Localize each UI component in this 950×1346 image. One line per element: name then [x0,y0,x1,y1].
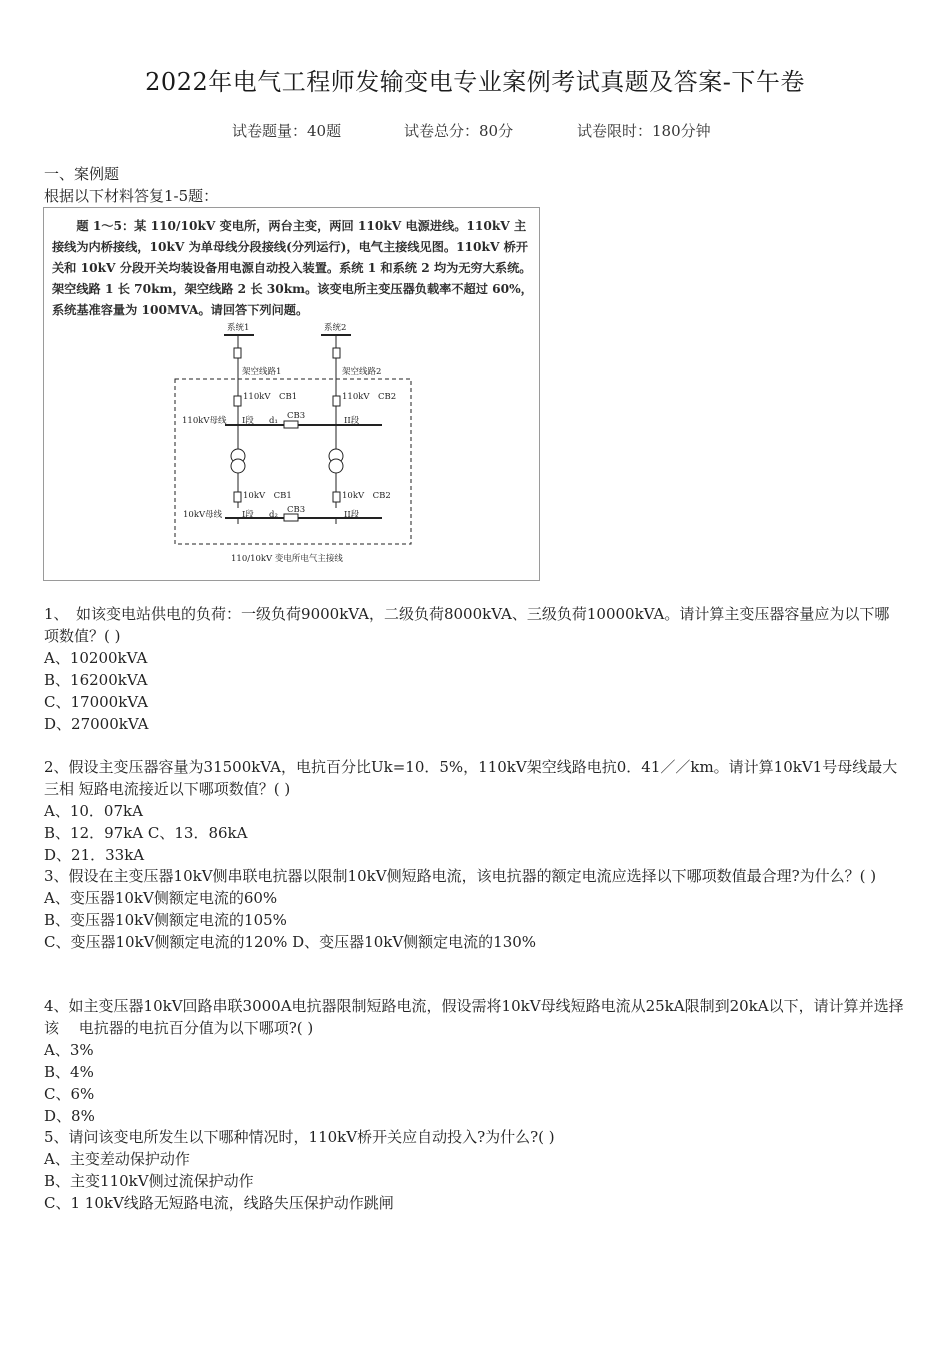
option-c: C、1 10kV线路无短路电流，线路失压保护动作跳闸 [44,1194,394,1212]
breaker-110kv-cb1 [234,396,241,406]
label-10kv-cb3: CB3 [287,505,306,515]
label-line1: 架空线路1 [242,367,282,377]
question-stem: 4、如主变压器10kV回路串联3000A电抗器限制短路电流，假设需将10kV母线短路电流从25kA限制到20kA以下，请计算并选择该 电抗器的电抗百分值为以下哪项?( ) [44,997,904,1037]
label-110kv-section1: I段 [242,416,254,426]
question-1 [44,603,904,735]
material-figure [43,207,540,581]
time-limit: 试卷限时：180分钟 [577,122,711,140]
label-line2: 架空线路2 [342,367,382,377]
question-stem: 2、假设主变压器容量为31500kVA，电抗百分比Uk=10．5%，110kV架空线路电抗0．41／／km。请计算10kV1号母线最大三相 短路电流接近以下哪项数值？( ) [44,758,898,798]
label-110kv-cb2: 110kV CB2 [342,392,397,402]
transformer-1-lv [231,459,245,473]
label-10kv-cb2: 10kV CB2 [342,491,391,501]
transformer-2-lv [329,459,343,473]
option-b: B、变压器10kV侧额定电流的105% [44,911,287,929]
question-stem: 5、请问该变电所发生以下哪种情况时，110kV桥开关应自动投入?为什么?( ) [44,1128,555,1146]
breaker-line1 [234,348,241,358]
label-10kv-section2: II段 [344,510,360,520]
question-count: 试卷题量：40题 [232,122,342,140]
option-a: A、3% [44,1041,94,1059]
label-110kv-cb1: 110kV CB1 [243,392,298,402]
breaker-10kv-cb1 [234,492,241,502]
question-2 [44,756,904,866]
option-c-d: C、变压器10kV侧额定电流的120% D、变压器10kV侧额定电流的130% [44,933,537,951]
question-3 [44,865,904,953]
option-b-c: B、12．97kA C、13．86kA [44,824,248,842]
option-a: A、主变差动保护动作 [44,1150,190,1168]
option-b: B、16200kVA [44,671,148,689]
option-c: C、17000kVA [44,693,148,711]
total-score: 试卷总分：80分 [404,122,514,140]
option-b: B、4% [44,1063,94,1081]
figure-intro-text: 题 1～5：某 110/10kV 变电所，两台主变，两回 110kV 电源进线。110kV 主接线为内桥接线，10kV 为单母线分段接线(分列运行)，电气主接线见图。110kV 桥开关和 10kV 分段开关均装设备用电源自动投入装置。系统 1 和系统 2 均为无穷大系统。架空线路 1 长 70km，架空线路 2 长 30km。该变电所主变压器负载率不超过 60%，系统基准容量为 100MVA。请回答下列问题。 [52,219,533,317]
option-c: C、6% [44,1085,95,1103]
question-4 [44,995,904,1127]
option-d: D、27000kVA [44,715,149,733]
main-wiring-diagram [44,208,541,582]
option-a: A、10200kVA [44,649,148,667]
option-a: A、10．07kA [44,802,143,820]
label-110kv-bus: 110kV母线 [182,416,227,426]
label-system1: 系统1 [227,323,250,333]
label-10kv-bus: 10kV母线 [183,510,223,520]
label-fault-d2: d₂ [269,510,278,520]
option-d: D、8% [44,1107,95,1125]
breaker-line2 [333,348,340,358]
question-stem: 1、 如该变电站供电的负荷：一级负荷9000kVA，二级负荷8000kVA、三级负荷10000kVA。请计算主变压器容量应为以下哪项数值？( ) [44,605,890,645]
label-110kv-section2: II段 [344,416,360,426]
breaker-110kv-cb2 [333,396,340,406]
option-a: A、变压器10kV侧额定电流的60% [44,889,278,907]
question-stem: 3、假设在主变压器10kV侧串联电抗器以限制10kV侧短路电流，该电抗器的额定电流应选择以下哪项数值最合理?为什么？( ) [44,867,877,885]
label-110kv-cb3: CB3 [287,411,306,421]
breaker-10kv-cb3 [284,514,298,521]
label-system2: 系统2 [324,323,347,333]
question-5 [44,1126,904,1214]
section-heading: 一、案例题 [44,165,120,183]
label-10kv-cb1: 10kV CB1 [243,491,292,501]
breaker-110kv-cb3 [284,421,298,428]
material-instruction: 根据以下材料答复1-5题： [44,187,219,205]
label-fault-d1: d₁ [269,416,278,426]
breaker-10kv-cb2 [333,492,340,502]
page-title: 2022年电气工程师发输变电专业案例考试真题及答案-下午卷 [145,68,805,96]
option-b: B、主变110kV侧过流保护动作 [44,1172,254,1190]
figure-caption: 110/10kV 变电所电气主接线 [231,554,343,564]
option-d: D、21．33kA [44,846,145,864]
label-10kv-section1: I段 [242,510,254,520]
